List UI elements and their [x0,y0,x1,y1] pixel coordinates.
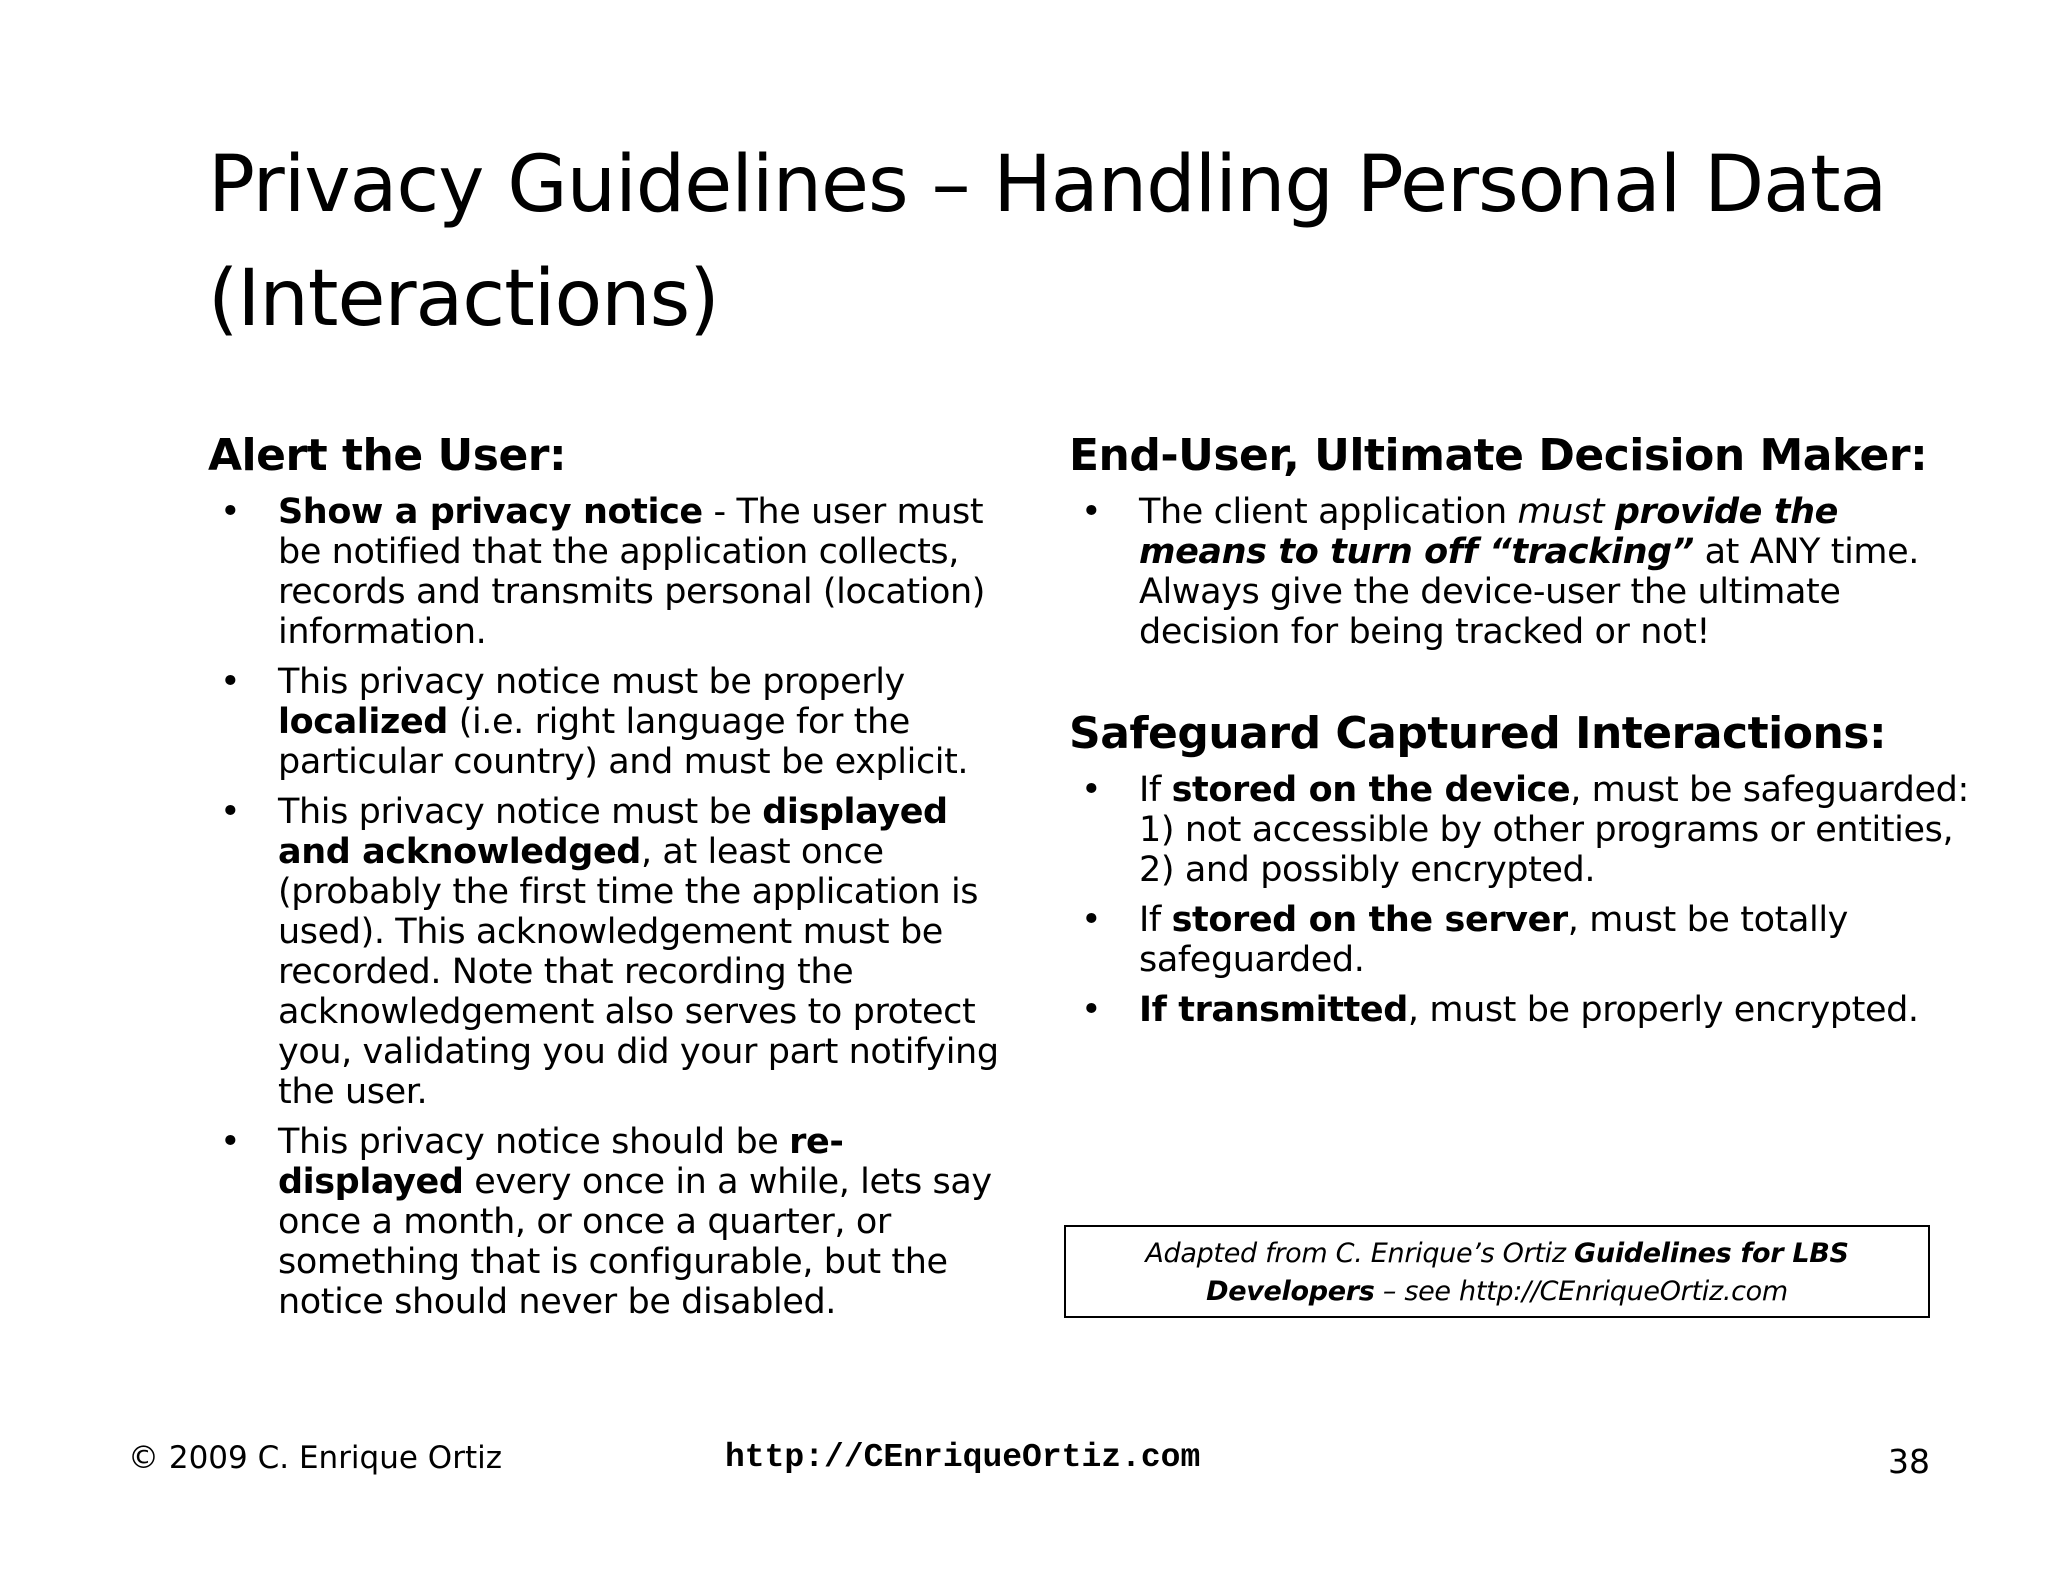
right-column [1069,426,1969,1040]
bullet-glyph: • [220,492,241,532]
bullet-glyph: • [1081,492,1102,532]
bullet-bold: stored on the server [1171,900,1568,940]
citation-post: – see http://CEnriqueOrtiz.com [1374,1276,1788,1307]
bullet-bold: Show a privacy notice [278,492,703,532]
footer-copyright: © 2009 C. Enrique Ortiz [128,1440,502,1476]
alert-user-list [208,492,1008,1322]
page-number: 38 [1888,1442,1930,1481]
bullet-bold: stored on the device [1171,770,1571,810]
bullet-italic: must [1517,492,1605,532]
bullet-bold: If transmitted [1139,990,1408,1030]
bullet-show-privacy-notice [208,492,1008,652]
safeguard-list [1069,770,1969,1030]
bullet-localized [208,662,1008,782]
bullet-bold: localized [278,702,448,742]
bullet-re-displayed [208,1122,1008,1322]
bullet-stored-on-device [1069,770,1969,890]
left-column [208,426,1008,1332]
bullet-glyph: • [1081,990,1102,1030]
bullet-text-pre: This privacy notice must be [278,792,763,832]
footer-url: http://CEnriqueOrtiz.com [725,1439,1201,1476]
bullet-bold: re-displayed [278,1122,844,1202]
bullet-text-pre: If [1139,770,1172,810]
bullet-text-pre: This privacy notice must be properly [278,662,905,702]
bullet-glyph: • [220,662,241,702]
alert-user-heading: Alert the User: [208,430,567,481]
bullet-glyph: • [1081,770,1102,810]
bullet-text-pre: If [1139,900,1172,940]
end-user-list [1069,492,1969,652]
bullet-glyph: • [220,1122,241,1162]
bullet-text-post: every once in a while, lets say once a month, or once a quarter, or something that is configurable, but the notice should never be disabled. [278,1162,992,1322]
bullet-text-post: , must be totally safeguarded. [1139,900,1848,980]
bullet-text-pre: This privacy notice should be [278,1122,790,1162]
bullet-text-post: , must be safeguarded: 1) not accessible by other programs or entities, 2) and possibly encrypted. [1139,770,1969,890]
bullet-text-post: (i.e. right language for the particular country) and must be explicit. [278,702,969,782]
bullet-displayed-acknowledged [208,792,1008,1112]
bullet-text-pre: The client application [1139,492,1518,532]
bullet-stored-on-server [1069,900,1969,980]
bullet-text-post: , at least once (probably the first time the application is used). This acknowledgement must be recorded. Note that recording the acknowledgement also serves to protect you, validating you did your part notifying the user. [278,832,999,1112]
bullet-bold: displayed and acknowledged [278,792,948,872]
bullet-if-transmitted [1069,990,1969,1030]
bullet-text: - The user must be notified that the application collects, records and transmits personal (location) information. [278,492,986,652]
bullet-glyph: • [1081,900,1102,940]
bullet-text-post: , must be properly encrypted. [1407,990,1919,1030]
citation-pre: Adapted from C. Enrique’s Ortiz [1145,1238,1575,1269]
bullet-glyph: • [220,792,241,832]
citation-bold: Guidelines for LBS Developers [1206,1238,1849,1307]
bullet-turn-off-tracking [1069,492,1969,652]
safeguard-heading: Safeguard Captured Interactions: [1069,708,1887,759]
slide-title: Privacy Guidelines – Handling Personal Data (Interactions) [208,140,1887,344]
bullet-bold-italic: provide the means to turn off “tracking” [1139,492,1838,572]
end-user-heading: End-User, Ultimate Decision Maker: [1069,430,1928,481]
citation-box [1064,1225,1930,1318]
bullet-text-post: at ANY time. Always give the device-user the ultimate decision for being tracked or not! [1139,532,1919,652]
